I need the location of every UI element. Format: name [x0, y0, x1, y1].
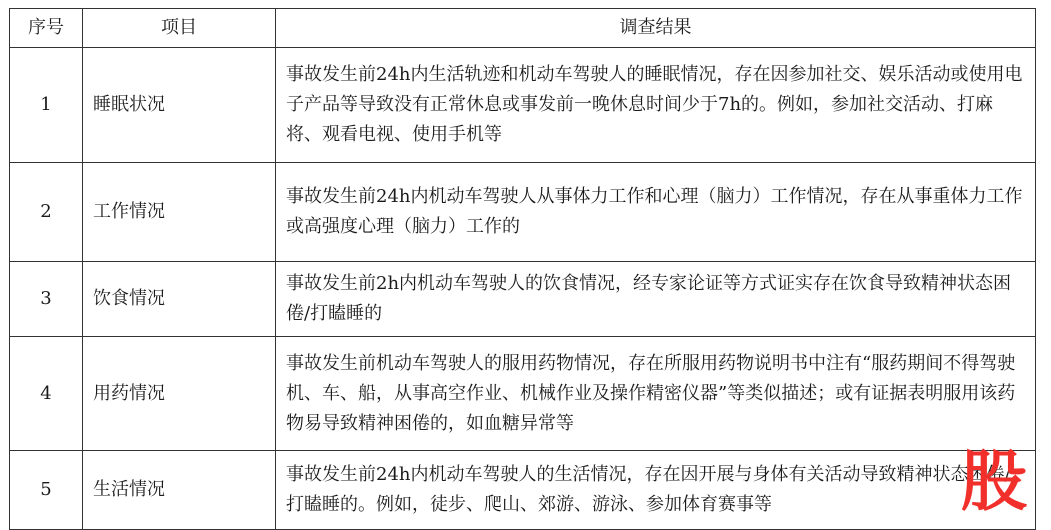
- header-number: 序号: [10, 9, 83, 48]
- row-item: 睡眠状况: [83, 48, 276, 163]
- row-result: 事故发生前24h内机动车驾驶人从事体力工作和心理（脑力）工作情况，存在从事重体力工作或高强度心理（脑力）工作的: [276, 163, 1036, 262]
- row-item: 工作情况: [83, 163, 276, 262]
- row-result: 事故发生前24h内机动车驾驶人的生活情况，存在因开展与身体有关活动导致精神状态困倦/打瞌睡的。例如，徒步、爬山、郊游、游泳、参加体育赛事等: [276, 451, 1036, 530]
- watermark-logo: 股: [961, 443, 1027, 520]
- row-number: 1: [10, 48, 83, 163]
- row-item: 生活情况: [83, 451, 276, 530]
- row-result: 事故发生前2h内机动车驾驶人的饮食情况，经专家论证等方式证实存在饮食导致精神状态困倦/打瞌睡的: [276, 262, 1036, 337]
- row-result: 事故发生前机动车驾驶人的服用药物情况，存在所服用药物说明书中注有“服药期间不得驾驶机、车、船，从事高空作业、机械作业及操作精密仪器”等类似描述；或有证据表明服用该药物易导致精神困倦的，如血糖异常等: [276, 337, 1036, 451]
- table-header-row: [10, 9, 1036, 48]
- row-number: 3: [10, 262, 83, 337]
- row-number: 5: [10, 451, 83, 530]
- table-row: [10, 262, 1036, 337]
- table-row: [10, 451, 1036, 530]
- row-item: 饮食情况: [83, 262, 276, 337]
- row-result: 事故发生前24h内生活轨迹和机动车驾驶人的睡眠情况，存在因参加社交、娱乐活动或使用电子产品等导致没有正常休息或事发前一晚休息时间少于7h的。例如，参加社交活动、打麻将、观看电视、使用手机等: [276, 48, 1036, 163]
- table-row: [10, 48, 1036, 163]
- row-number: 2: [10, 163, 83, 262]
- header-item: 项目: [83, 9, 276, 48]
- table-row: [10, 163, 1036, 262]
- table-row: [10, 337, 1036, 451]
- investigation-table: [9, 8, 1036, 530]
- row-number: 4: [10, 337, 83, 451]
- header-result: 调查结果: [276, 9, 1036, 48]
- row-item: 用药情况: [83, 337, 276, 451]
